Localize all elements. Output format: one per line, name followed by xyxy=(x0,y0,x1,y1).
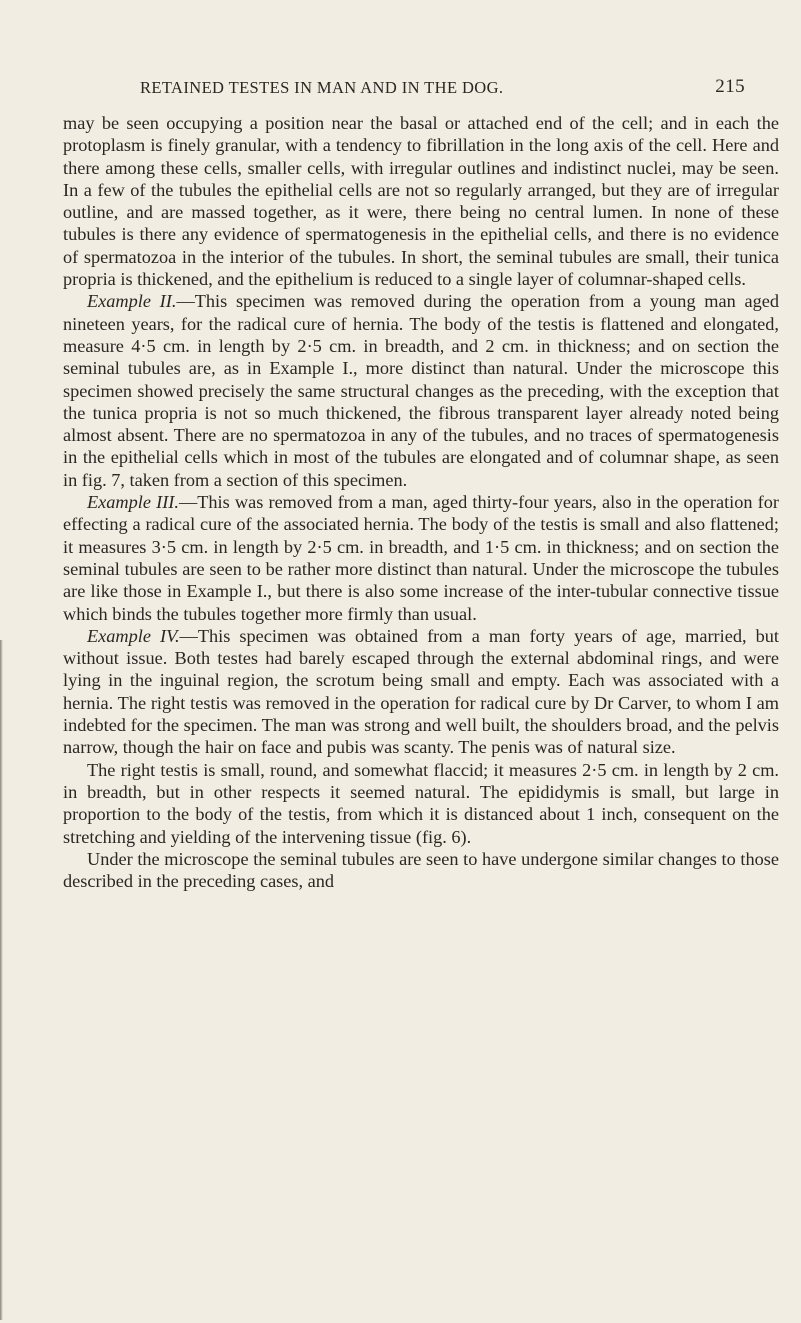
paragraph-example-3 xyxy=(63,491,779,625)
example-heading: Example IV. xyxy=(87,625,180,646)
body-text xyxy=(63,112,779,892)
running-title: RETAINED TESTES IN MAN AND IN THE DOG. xyxy=(140,78,504,97)
page-number: 215 xyxy=(715,76,745,97)
paragraph-microscope xyxy=(63,848,779,893)
paragraph-example-2 xyxy=(63,290,779,491)
paragraph-right-testis xyxy=(63,759,779,848)
paragraph-text: may be seen occupying a position near the basal or attached end of the cell; and in each the protoplasm is finely granular, with a tendency to fibrillation in the long axis of the cell. Here and there among these cells, smaller cells, with irregular outlines and indistinct nuclei, may be seen. In a few of the tubules the epithelial cells are not so regularly arranged, but they are of irregular outline, and are massed together, as it were, there being no central lumen. In none of these tubules is there any evidence of spermatogenesis in the epithelial cells, and there is no evidence of spermatozoa in the interior of the tubules. In short, the seminal tubules are small, their tunica propria is thickened, and the epithelium is reduced to a single layer of columnar-shaped cells. xyxy=(63,113,779,290)
running-header xyxy=(128,76,753,102)
page-edge-shadow xyxy=(0,640,3,1320)
example-heading: Example III. xyxy=(87,492,179,513)
paragraph-text: The right testis is small, round, and somewhat flaccid; it measures 2·5 cm. in length by 2 cm. in breadth, but in other respects it seemed natural. The epididymis is small, but large in proportion to the body of the testis, from which it is distanced about 1 inch, consequent on the stretching and yielding of the intervening tissue (fig. 6). xyxy=(63,759,779,847)
example-heading: Example II. xyxy=(87,291,177,312)
paragraph-text: Under the microscope the seminal tubules are seen to have undergone similar changes to those described in the preceding cases, and xyxy=(63,848,779,892)
paragraph-text: —This specimen was removed during the operation from a young man aged nineteen years, for the radical cure of hernia. The body of the testis is flattened and elongated, measure 4·5 cm. in length by 2·5 cm. in breadth, and 2 cm. in thickness; and on section the seminal tubules are, as in Example I., more distinct than natural. Under the microscope this specimen showed precisely the same structural changes as the preceding, with the exception that the tunica propria is not so much thickened, the fibrous transparent layer already noted being almost absent. There are no spermatozoa in any of the tubules, and no traces of spermatogenesis in the epithelial cells which in most of the tubules are elongated and of columnar shape, as seen in fig. 7, taken from a section of this specimen. xyxy=(63,291,780,490)
paragraph-text: —This was removed from a man, aged thirty-four years, also in the operation for effecting a radical cure of the associated hernia. The body of the testis is small and also flattened; it measures 3·5 cm. in length by 2·5 cm. in breadth, and 1·5 cm. in thickness; and on section the seminal tubules are seen to be rather more distinct than natural. Under the microscope the tubules are like those in Example I., but there is also some increase of the inter-tubular connective tissue which binds the tubules together more firmly than usual. xyxy=(63,492,779,624)
paragraph-text: —This specimen was obtained from a man forty years of age, married, but without issue. Both testes had barely escaped through the external abdominal rings, and were lying in the inguinal region, the scrotum being small and empty. Each was associated with a hernia. The right testis was removed in the operation for radical cure by Dr Carver, to whom I am indebted for the specimen. The man was strong and well built, the shoulders broad, and the pelvis narrow, though the hair on face and pubis was scanty. The penis was of natural size. xyxy=(63,625,780,758)
paragraph-example-4 xyxy=(63,625,779,759)
paragraph-continued xyxy=(63,112,779,290)
